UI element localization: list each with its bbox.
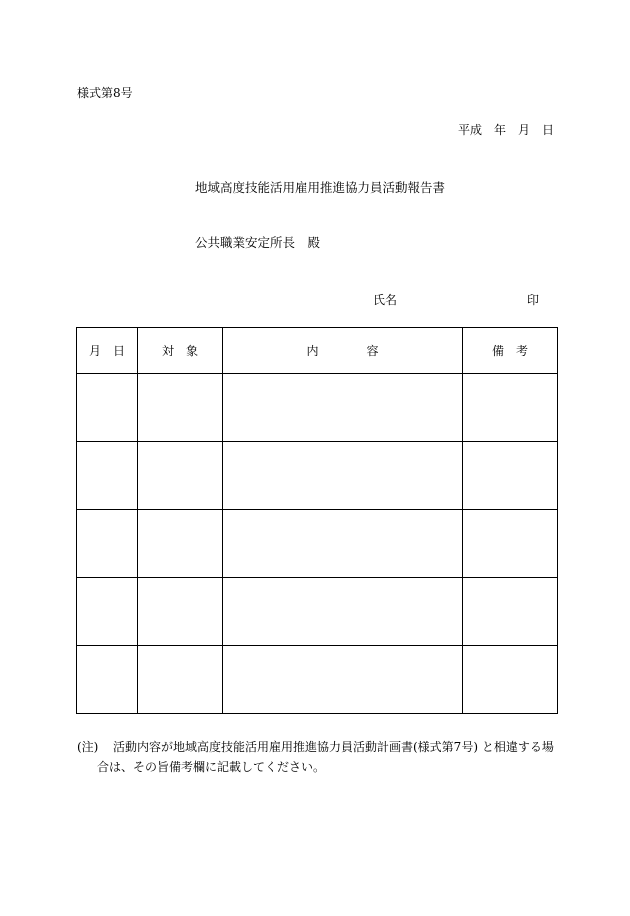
- name-label: 氏名: [373, 293, 398, 307]
- cell-date[interactable]: [77, 442, 138, 510]
- form-number: 様式第8号: [77, 86, 133, 100]
- table-row: [77, 578, 558, 646]
- document-title: 地域高度技能活用雇用推進協力員活動報告書: [195, 180, 446, 195]
- cell-remarks[interactable]: [463, 442, 558, 510]
- cell-target[interactable]: [138, 646, 223, 714]
- cell-remarks[interactable]: [463, 578, 558, 646]
- cell-content[interactable]: [223, 442, 463, 510]
- cell-remarks[interactable]: [463, 374, 558, 442]
- cell-content[interactable]: [223, 578, 463, 646]
- table-row: [77, 374, 558, 442]
- table-row: [77, 646, 558, 714]
- footnote-mark: (注): [77, 740, 99, 754]
- cell-remarks[interactable]: [463, 510, 558, 578]
- cell-target[interactable]: [138, 442, 223, 510]
- cell-date[interactable]: [77, 510, 138, 578]
- cell-target[interactable]: [138, 510, 223, 578]
- footnote-text-1: 活動内容が地域高度技能活用雇用推進協力員活動計画書(様式第7号) と相違する場: [113, 740, 554, 754]
- activity-report-table: [76, 327, 558, 714]
- cell-date[interactable]: [77, 646, 138, 714]
- cell-content[interactable]: [223, 374, 463, 442]
- seal-label: 印: [527, 293, 540, 307]
- cell-target[interactable]: [138, 578, 223, 646]
- table-row: [77, 442, 558, 510]
- cell-content[interactable]: [223, 510, 463, 578]
- cell-content[interactable]: [223, 646, 463, 714]
- footnote-line-2: 合は、その旨備考欄に記載してください。: [97, 760, 326, 774]
- table-row: [77, 510, 558, 578]
- header-content: 内 容: [223, 328, 463, 374]
- header-target: 対 象: [138, 328, 223, 374]
- addressee: 公共職業安定所長 殿: [195, 235, 321, 250]
- header-remarks: 備 考: [463, 328, 558, 374]
- header-date: 月 日: [77, 328, 138, 374]
- cell-target[interactable]: [138, 374, 223, 442]
- cell-date[interactable]: [77, 578, 138, 646]
- cell-remarks[interactable]: [463, 646, 558, 714]
- date-line: 平成 年 月 日: [458, 123, 555, 137]
- footnote: [77, 737, 567, 777]
- footnote-line-1: [77, 737, 567, 757]
- table-header-row: [77, 328, 558, 374]
- cell-date[interactable]: [77, 374, 138, 442]
